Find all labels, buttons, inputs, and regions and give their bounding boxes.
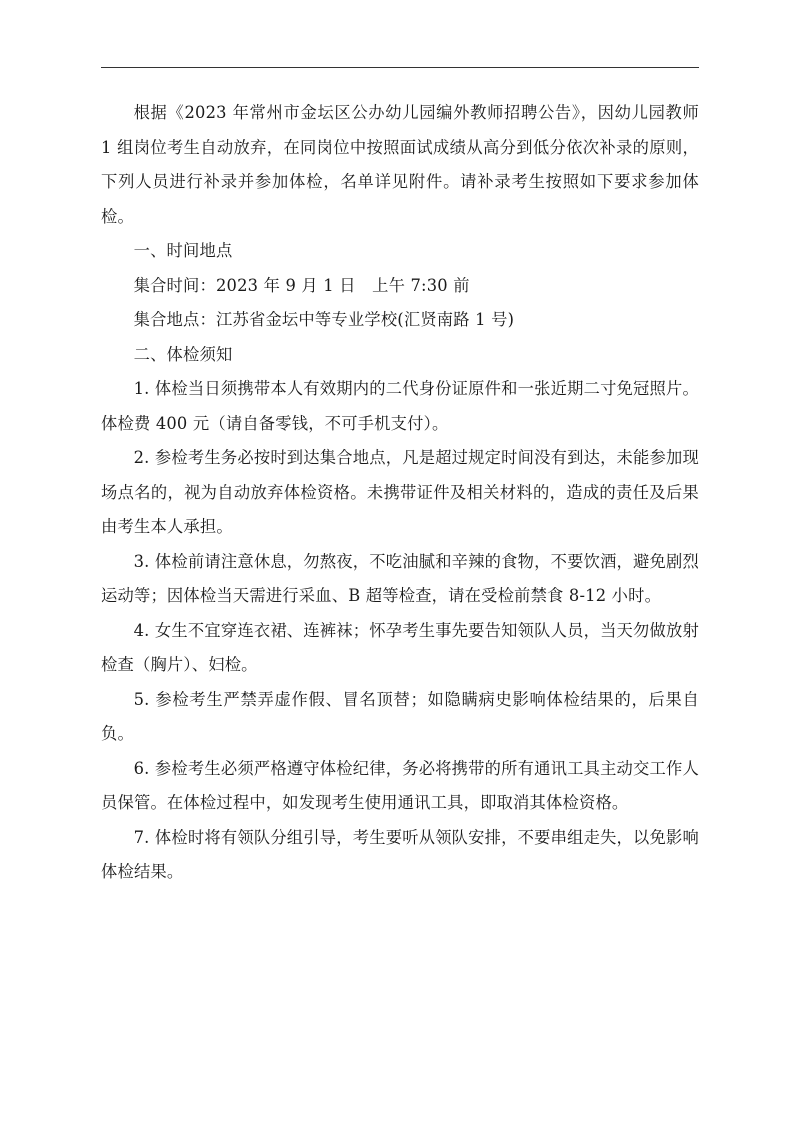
assembly-time: 集合时间：2023 年 9 月 1 日 上午 7:30 前 [133, 275, 470, 295]
intro-paragraph: 根据《2023 年常州市金坛区公办幼儿园编外教师招聘公告》，因幼儿园教师 1 组岗位考生自动放弃，在同岗位中按照面试成绩从高分到低分依次补录的原则，下列人员进行补录并参加体检，名单详见附件。请补录考生按照如下要求参加体检。 [101, 103, 699, 226]
header-rule [101, 67, 699, 68]
notice-item-5: 5. 参检考生严禁弄虚作假、冒名顶替；如隐瞒病史影响体检结果的，后果自负。 [101, 689, 699, 743]
notice-item-6: 6. 参检考生必须严格遵守体检纪律，务必将携带的所有通讯工具主动交工作人员保管。在体检过程中，如发现考生使用通讯工具，即取消其体检资格。 [101, 758, 699, 812]
notice-item-7: 7. 体检时将有领队分组引导，考生要听从领队安排，不要串组走失，以免影响体检结果。 [101, 827, 699, 881]
section-heading-time-place: 一、时间地点 [133, 241, 233, 260]
assembly-place: 集合地点：江苏省金坛中等专业学校(汇贤南路 1 号) [133, 310, 515, 329]
notice-item-3: 3. 体检前请注意休息，勿熬夜，不吃油腻和辛辣的食物，不要饮酒，避免剧烈运动等；因体检当天需进行采血、B 超等检查，请在受检前禁食 8-12 小时。 [101, 551, 699, 605]
section-heading-exam-notice: 二、体检须知 [133, 344, 233, 364]
notice-item-2: 2. 参检考生务必按时到达集合地点，凡是超过规定时间没有到达，未能参加现场点名的，视为自动放弃体检资格。未携带证件及相关材料的，造成的责任及后果由考生本人承担。 [101, 448, 699, 536]
notice-item-4: 4. 女生不宜穿连衣裙、连裤袜；怀孕考生事先要告知领队人员，当天勿做放射检查（胸片）、妇检。 [101, 620, 699, 674]
notice-item-1: 1. 体检当日须携带本人有效期内的二代身份证原件和一张近期二寸免冠照片。体检费 400 元（请自备零钱，不可手机支付）。 [101, 379, 699, 433]
document-body [101, 96, 699, 890]
